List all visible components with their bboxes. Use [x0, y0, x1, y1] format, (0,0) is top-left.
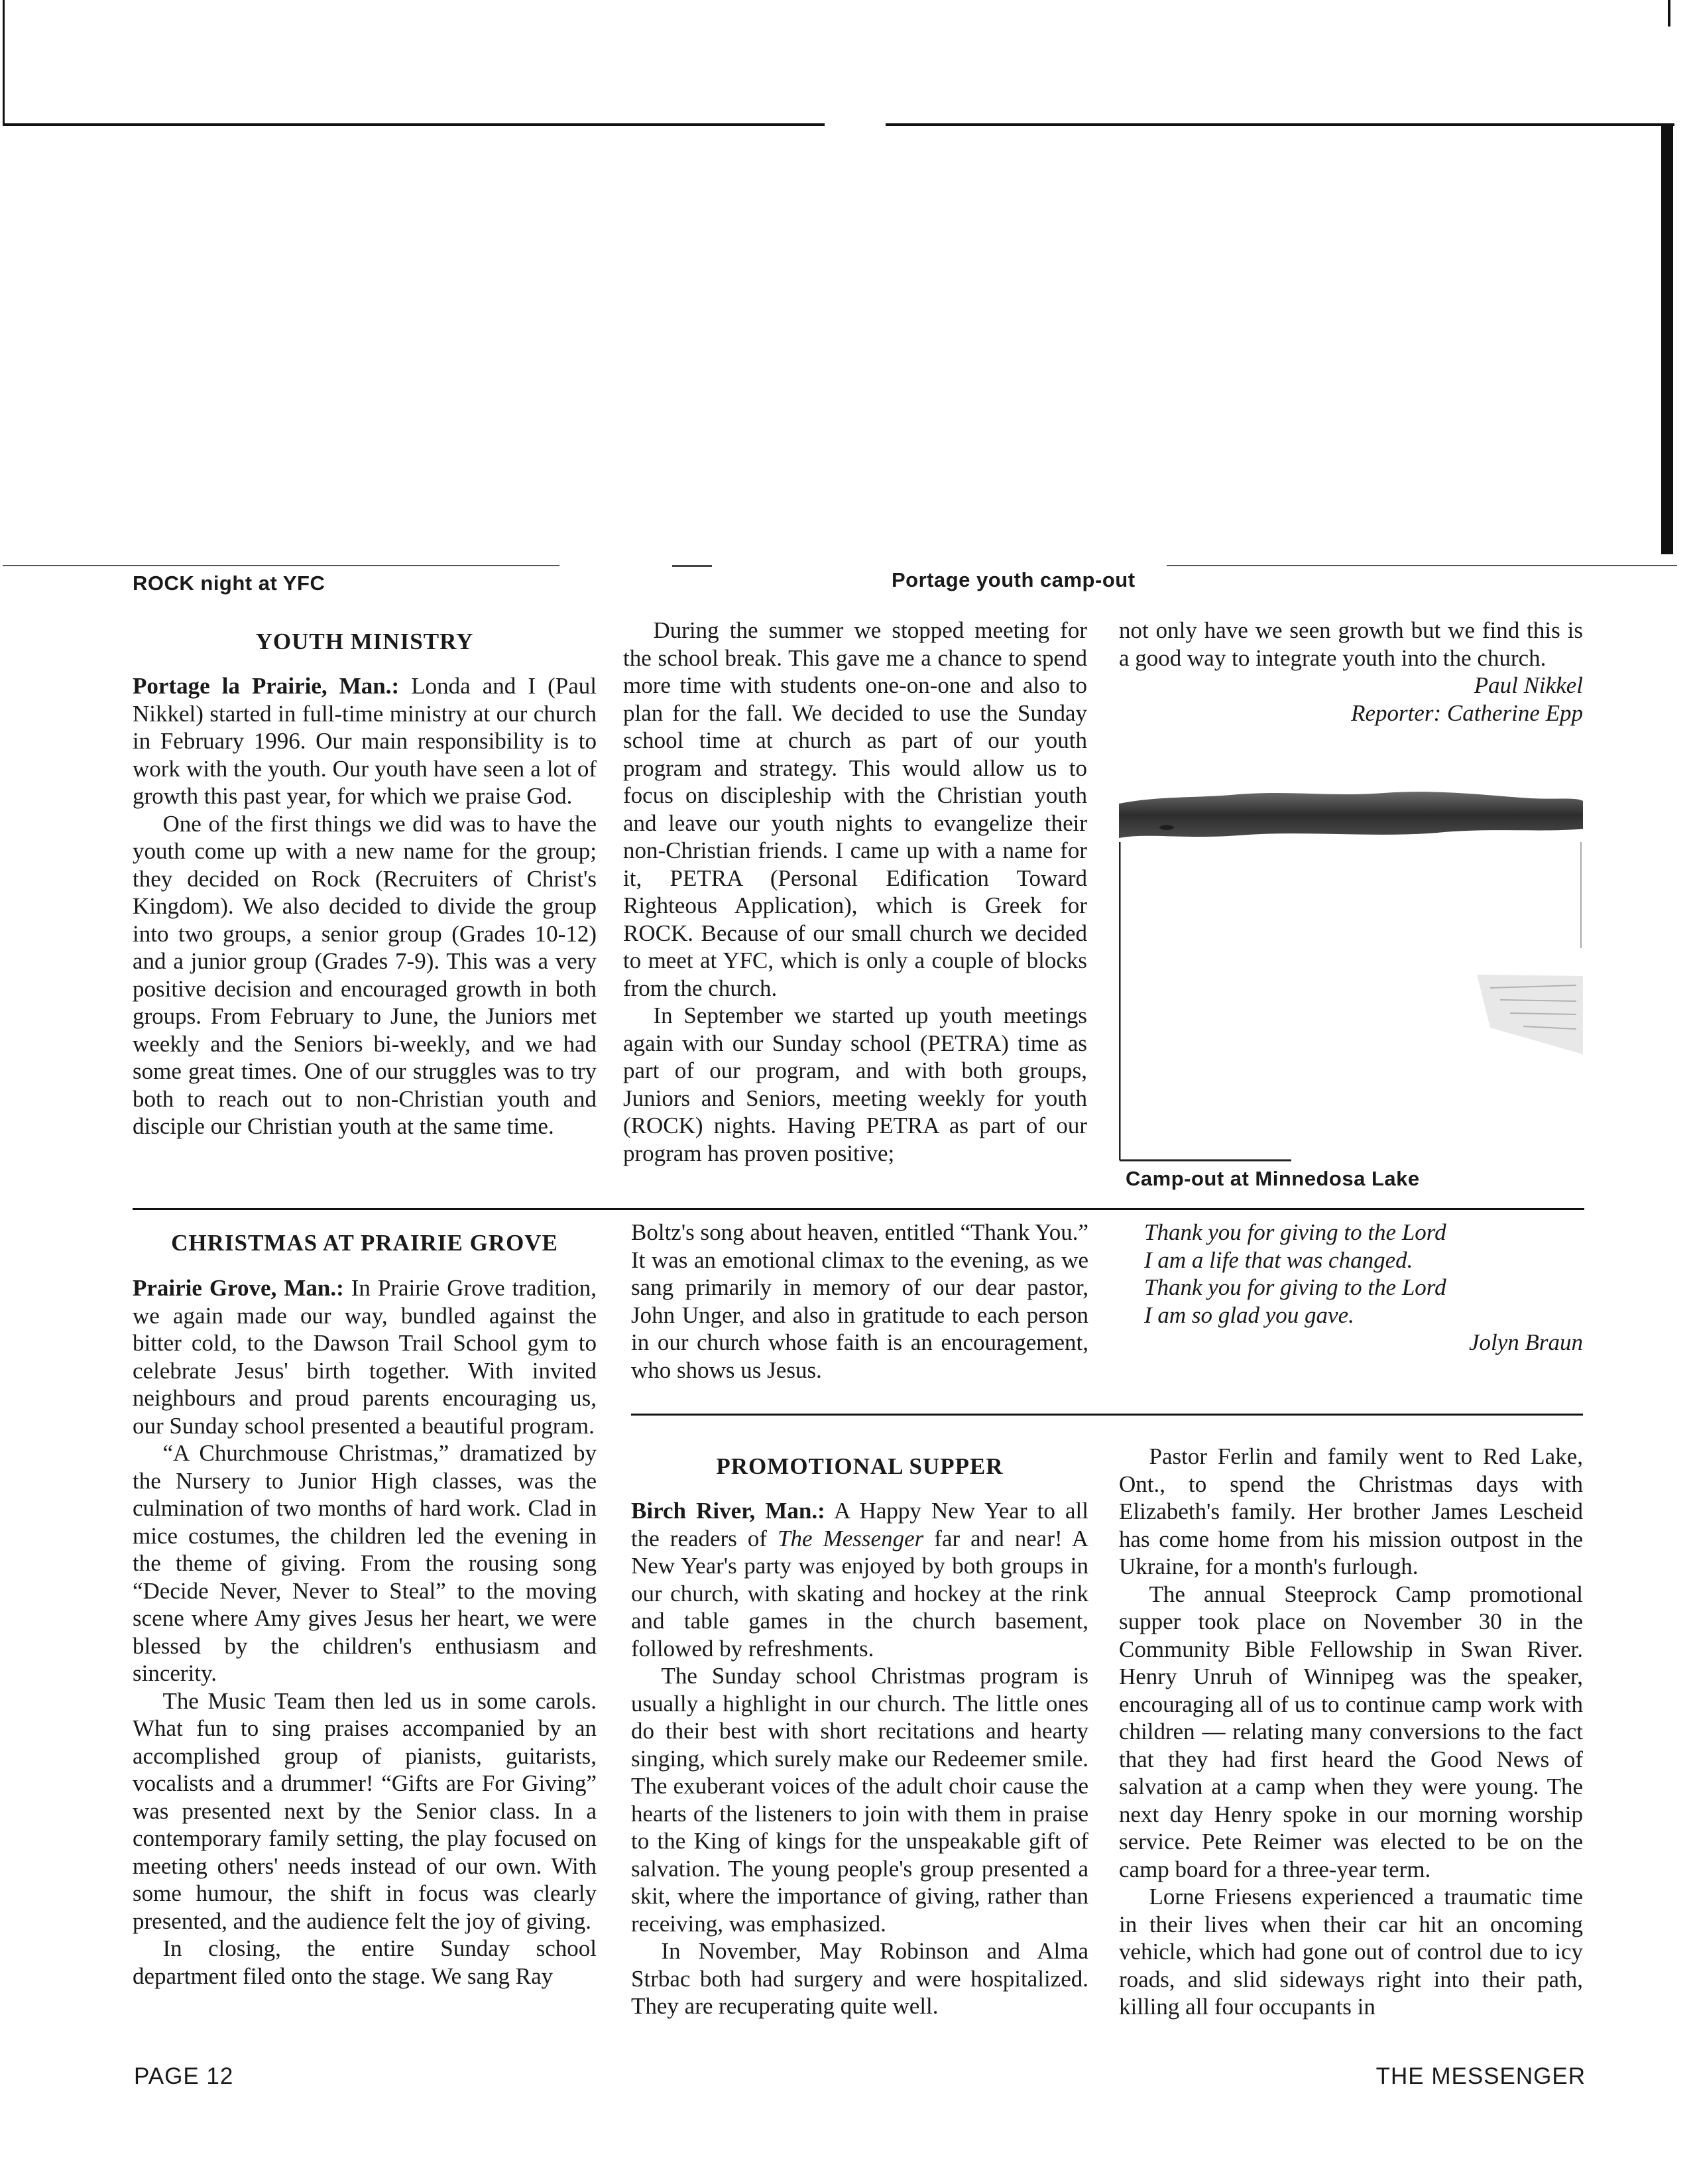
christmas-poem-line-3: Thank you for giving to the Lord [1144, 1274, 1446, 1300]
promotional-p1-a: A Happy New Year to all the readers of [631, 1498, 1089, 1551]
promotional-p2: The Sunday school Christmas program is usually a highlight in our church. The little ones do their best with short recitations and hearty singing, which surely make our Redeemer smile. The exuberant voices of the adult choir cause the hearts of the listeners to join with them in praise to the King of kings for the unspeakable gift of salvation. The young people's group presented a skit, where the importance of giving, rather than receiving, was emphasized. [631, 1663, 1088, 1937]
christmas-poem-line-2: I am a life that was changed. [1144, 1246, 1413, 1273]
camp-out-photo [1119, 789, 1583, 1167]
promotional-col1 [631, 1497, 1088, 2020]
promotional-p3: In November, May Robinson and Alma Strbac both had surgery and were hospitalized. They are recuperating quite well. [631, 1938, 1088, 2019]
mid-photo-rule-right [1167, 565, 1677, 566]
christmas-p4-cont: Boltz's song about heaven, entitled “Thank You.” It was an emotional climax to the evening, as we sang primarily in memory of our dear pastor, John Unger, and also in gratitude to each person in our church whose faith is an encouragement, who shows us Jesus. [631, 1219, 1088, 1383]
mid-photo-rule-center [672, 565, 712, 567]
caption-rock-night: ROCK night at YFC [133, 572, 325, 595]
christmas-heading: CHRISTMAS AT PRAIRIE GROVE [171, 1230, 558, 1256]
top-photo-left-edge [3, 0, 5, 126]
christmas-p2: “A Churchmouse Christmas,” dramatized by the Nursery to Junior High classes, was the culmination of two months of hard work. Clad in mice costumes, the children led the evening in the theme of giving. From the rousing song “Decide Never, Never to Steal” to the moving scene where Amy gives Jesus her heart, we were blessed by the children's enthusiasm and sincerity. [133, 1440, 597, 1686]
youth-ministry-col1 [133, 672, 597, 1140]
promotional-p4: Pastor Ferlin and family went to Red Lake, Ont., to spend the Christmas days with Elizabeth's family. Her brother James Lescheid has come home from his mission outpost in the Ukraine, for a month's furlough. [1119, 1443, 1583, 1579]
section-divider-1 [133, 1208, 1584, 1210]
christmas-p4: In closing, the entire Sunday school department filed onto the stage. We sang Ray [133, 1935, 597, 1989]
promotional-p1-b: far and near! A New Year's party was enjoyed by both groups in our church, with skating and hockey at the rink and table games in the church basement, followed by refreshments. [631, 1525, 1089, 1662]
youth-ministry-p1: Londa and I (Paul Nikkel) started in full-time ministry at our church in February 1996. Our main responsibility is to work with the youth. Our youth have seen a lot of growth this past year, for which we praise God. [133, 673, 597, 809]
publication-name: THE MESSENGER [1375, 2063, 1586, 2089]
mid-photo-rule-left [3, 565, 559, 566]
christmas-poem-line-1: Thank you for giving to the Lord [1144, 1219, 1446, 1245]
youth-ministry-p2: One of the first things we did was to have the youth come up with a new name for the group; they decided on Rock (Recruiters of Christ's Kingdom). We also decided to divide the group into two groups, a senior group (Grades 10-12) and a junior group (Grades 7-9). This was a very positive decision and encouraged growth in both groups. From February to June, the Juniors met weekly and the Seniors bi-weekly, and we had some great times. One of our struggles was to try both to reach out to non-Christian youth and disciple our Christian youth at the same time. [133, 810, 597, 1139]
top-photo-right-edge [1661, 123, 1673, 554]
youth-ministry-p4: In September we started up youth meetings again with our Sunday school (PETRA) time as part of our program, and with both groups, Juniors and Seniors, meeting weekly for youth (ROCK) nights. Having PETRA as part of our program has proven positive; [623, 1002, 1087, 1166]
youth-ministry-p3: During the summer we stopped meeting for the school break. This gave me a chance to spend more time with students one-on-one and also to plan for the fall. We decided to use the Sunday school time at church as part of our youth program and strategy. This would allow us to focus on discipleship with the Christian youth and leave our youth nights to evangelize their non-Christian friends. I came up with a name for it, PETRA (Personal Edification Toward Righteous Application), which is Greek for ROCK. Because of our small church we decided to meet at YFC, which is only a couple of blocks from the church. [623, 617, 1087, 1001]
promotional-col2 [1119, 1443, 1583, 2021]
top-photo-right-edge-top [1668, 0, 1670, 27]
christmas-p3: The Music Team then led us in some carols. What fun to sing praises accompanied by an accomplished group of pianists, guitarists, vocalists and a drummer! “Gifts are For Giving” was presented next by the Senior class. In a contemporary family setting, the play focused on meeting others' needs instead of our own. With some humour, the shift in focus was clearly presented, and the audience felt the joy of giving. [133, 1687, 597, 1934]
youth-ministry-location: Portage la Prairie, Man.: [133, 673, 400, 699]
promotional-location: Birch River, Man.: [631, 1498, 825, 1524]
christmas-col1 [133, 1274, 597, 1990]
promotional-p6: Lorne Friesens experienced a traumatic time in their lives when their car hit an oncoming vehicle, which had gone out of control due to icy roads, and slid sideways right into their path, killing all four occupants in [1119, 1884, 1583, 2020]
christmas-col3 [1144, 1219, 1583, 1357]
caption-camp-out-minnedosa: Camp-out at Minnedosa Lake [1126, 1167, 1420, 1190]
top-photo-bottom-rule-right [886, 123, 1674, 126]
youth-ministry-heading: YOUTH MINISTRY [255, 629, 474, 654]
christmas-col2 [631, 1219, 1088, 1384]
youth-ministry-col3 [1119, 617, 1583, 727]
youth-ministry-signature: Paul Nikkel [1474, 672, 1583, 698]
christmas-poem-line-4: I am so glad you gave. [1144, 1302, 1354, 1328]
christmas-signature: Jolyn Braun [1468, 1329, 1583, 1355]
promotional-p1-italic: The Messenger [778, 1525, 924, 1551]
youth-ministry-reporter: Reporter: Catherine Epp [1351, 699, 1583, 726]
promotional-p5: The annual Steeprock Camp promotional supper took place on November 30 in the Community Bible Fellowship in Swan River. Henry Unruh of Winnipeg was the speaker, encouraging all of us to continue camp work with children — relating many conversions to the fact that they had first heard the Good News of salvation at a camp when they were young. The next day Henry spoke in our morning worship service. Pete Reimer was elected to be on the camp board for a three-year term. [1119, 1581, 1583, 1882]
top-photo-bottom-rule-left [3, 123, 825, 126]
page-number: PAGE 12 [134, 2063, 234, 2089]
youth-ministry-p4-cont: not only have we seen growth but we find this is a good way to integrate youth into the church. [1119, 617, 1583, 671]
christmas-location: Prairie Grove, Man.: [133, 1275, 344, 1301]
christmas-p1: In Prairie Grove tradition, we again made our way, bundled against the bitter cold, to the Dawson Trail School gym to celebrate Jesus' birth together. With invited neighbours and proud parents encouraging us, our Sunday school presented a beautiful program. [133, 1275, 597, 1439]
caption-portage-camp-out: Portage youth camp-out [892, 568, 1136, 591]
youth-ministry-col2 [623, 617, 1087, 1167]
section-divider-2 [631, 1414, 1583, 1416]
promotional-heading: PROMOTIONAL SUPPER [716, 1453, 1004, 1479]
